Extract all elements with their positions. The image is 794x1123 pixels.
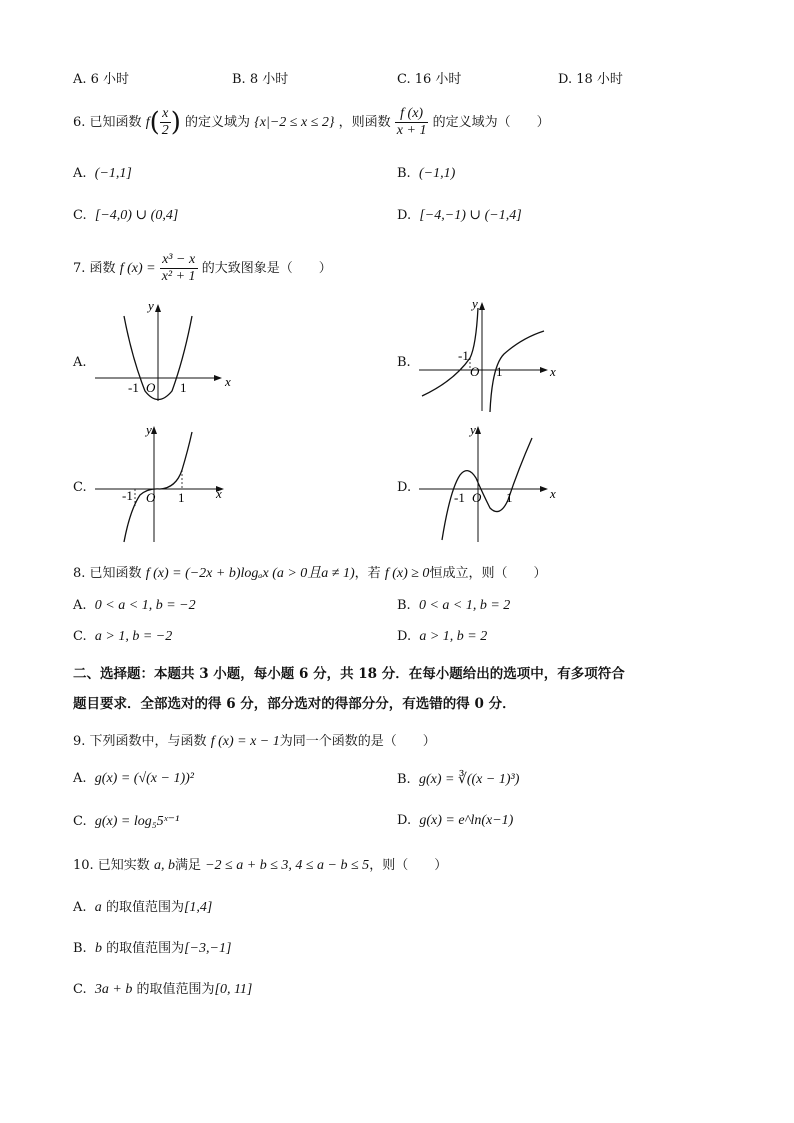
- q6-option-b: B. (−1,1): [397, 166, 456, 181]
- tick-1: 1: [180, 380, 187, 395]
- question-10-stem: [73, 854, 447, 874]
- tick-1: 1: [496, 364, 503, 379]
- q10-mid: 满足: [174, 858, 201, 873]
- q6-prefix: 6. 已知函数: [73, 115, 142, 130]
- q7-option-b-label: B.: [397, 355, 411, 370]
- q6-f-arg: $\frac{x}{2}$: [161, 106, 169, 138]
- axis-y-label: y: [470, 422, 476, 437]
- question-8-stem: [73, 562, 546, 582]
- q8-option-b: B. 0 < a < 1, b = 2: [397, 598, 511, 613]
- q8-suffix: 恒成立，则（ ）: [429, 566, 547, 581]
- q6-f: f: [145, 115, 150, 130]
- q10-cond: −2 ≤ a + b ≤ 3, 4 ≤ a − b ≤ 5: [205, 858, 370, 873]
- q8-option-d: D. a > 1, b = 2: [397, 629, 488, 644]
- q8-expr: f (x) = (−2x + b)logₐx (a > 0且a ≠ 1): [145, 566, 355, 581]
- q7-graph-a: [90, 296, 240, 406]
- axis-x-label: x: [550, 486, 556, 501]
- q7-option-c-label: C.: [73, 480, 87, 495]
- q5-option-c: C. 16 小时: [397, 72, 462, 87]
- q9-expr: f (x) = x − 1: [210, 734, 280, 749]
- q8-cond: f (x) ≥ 0: [384, 566, 430, 581]
- q7-option-a-label: A.: [73, 355, 87, 370]
- q9-option-d: D. g(x) = e^ln(x−1): [397, 813, 514, 828]
- tick-1: 1: [178, 490, 185, 505]
- origin-label: O: [470, 364, 480, 379]
- q8-prefix: 8. 已知函数: [73, 566, 142, 581]
- axis-x-label: x: [550, 364, 556, 379]
- q7-fraction: $\frac{\text{x³ − x}}{\text{x² + 1}}$: [161, 252, 196, 284]
- q9-prefix: 9. 下列函数中，与函数: [73, 734, 207, 749]
- q9-option-c: C. g(x) = log₅5ˣ⁻¹: [73, 814, 180, 829]
- question-6-stem: 6. 已知函数 f( $\frac{x}{2}$ ) 的定义域为 {x|−2 ≤ x ≤ 2} ，则函数 $\frac{f (x)}{x + 1}$ 的定义域为（ ）: [73, 106, 550, 138]
- axis-y-label: y: [146, 422, 152, 437]
- q5-option-a: A. 6 小时: [73, 72, 130, 87]
- question-7-stem: [73, 252, 332, 285]
- q7-option-d-label: D.: [397, 480, 412, 495]
- section-2-heading-line1: 二、选择题：本题共 3 小题，每小题 6 分，共 18 分．在每小题给出的选项中，有多项符合: [73, 666, 625, 682]
- axis-x-label: x: [216, 486, 222, 501]
- tick-neg1: -1: [128, 380, 139, 395]
- q9-suffix: 为同一个函数的是（ ）: [279, 734, 436, 749]
- origin-label: O: [472, 490, 482, 505]
- tick-neg1: -1: [122, 488, 133, 503]
- q6-suffix: 的定义域为（ ）: [432, 115, 550, 130]
- q6-domain: {x|−2 ≤ x ≤ 2}: [254, 115, 335, 130]
- tick-neg1: -1: [454, 490, 465, 505]
- q7-graph-c: [90, 420, 240, 545]
- q8-mid: ，若: [354, 566, 381, 581]
- q10-prefix: 10. 已知实数: [73, 858, 150, 873]
- q6-option-a: A. (−1,1]: [73, 166, 132, 181]
- q7-graph-d: [414, 420, 564, 545]
- axis-y-label: y: [148, 298, 154, 313]
- origin-label: O: [146, 380, 156, 395]
- q6-fraction: $\frac{f (x)}{x + 1}$: [396, 106, 427, 138]
- axis-y-label: y: [472, 296, 478, 311]
- q10-option-b: B. b 的取值范围为[−3,−1]: [73, 941, 232, 956]
- q7-fx: f (x) =: [119, 261, 156, 276]
- q5-option-d: D. 18 小时: [558, 72, 623, 87]
- q7-suffix: 的大致图象是（ ）: [201, 261, 332, 276]
- q7-prefix: 7. 函数: [73, 261, 116, 276]
- tick-1: 1: [506, 490, 513, 505]
- q6-option-c: C. [−4,0) ∪ (0,4]: [73, 208, 179, 223]
- q9-option-b: B. g(x) = ∛((x − 1)³): [397, 772, 520, 787]
- q6-option-d: D. [−4,−1) ∪ (−1,4]: [397, 208, 522, 223]
- q8-option-c: C. a > 1, b = −2: [73, 629, 173, 644]
- q6-mid2: ，则函数: [338, 115, 391, 130]
- q9-option-a: A. g(x) = (√(x − 1))²: [73, 771, 194, 786]
- q6-mid: 的定义域为: [185, 115, 251, 130]
- section-2-heading-line2: 题目要求．全部选对的得 6 分，部分选对的得部分分，有选错的得 0 分．: [73, 696, 516, 712]
- q10-option-a: A. a 的取值范围为[1,4]: [73, 900, 213, 915]
- q10-suffix: ，则（ ）: [369, 858, 448, 873]
- axis-x-label: x: [225, 374, 231, 389]
- q10-vars: a, b: [153, 858, 175, 873]
- tick-neg1: -1: [458, 348, 469, 363]
- q7-graph-b: [414, 296, 564, 416]
- q5-option-b: B. 8 小时: [232, 72, 289, 87]
- question-9-stem: [73, 730, 436, 750]
- q10-option-c: C. 3a + b 的取值范围为[0, 11]: [73, 982, 253, 997]
- origin-label: O: [146, 490, 156, 505]
- q8-option-a: A. 0 < a < 1, b = −2: [73, 598, 196, 613]
